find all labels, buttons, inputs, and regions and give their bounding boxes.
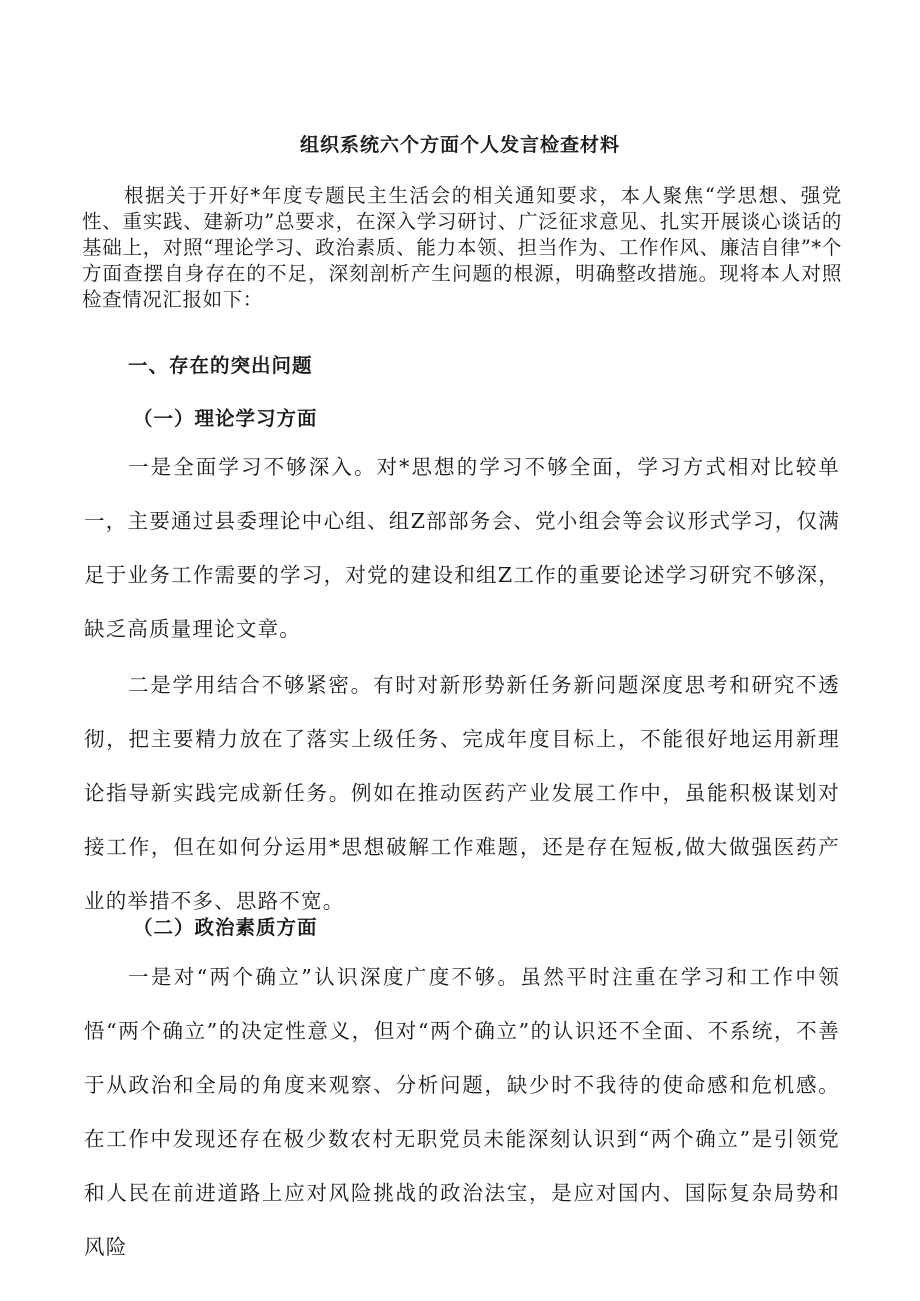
subsection-heading-theory-study: （一）理论学习方面: [133, 407, 318, 430]
section-heading-problems: 一、存在的突出问题: [128, 354, 313, 377]
document-title: 组织系统六个方面个人发言检查材料: [299, 134, 620, 156]
paragraph-political-1: 一是对“两个确立”认识深度广度不够。虽然平时注重在学习和工作中领悟“两个确立”的决定性意义，但对“两个确立”的认识还不全面、不系统，不善于从政治和全局的角度来观察、分析问题，缺少时不我待的使命感和危机感。在工作中发现还存在极少数农村无职党员未能深刻认识到“两个确立”是引领党和人民在前进道路上应对风险挑战的政治法宝，是应对国内、国际复杂局势和风险: [84, 965, 840, 1259]
intro-paragraph: 根据关于开好*年度专题民主生活会的相关通知要求，本人聚焦“学思想、强党性、重实践、建新功”总要求，在深入学习研讨、广泛征求意见、扎实开展谈心谈话的基础上，对照“理论学习、政治素质、能力本领、担当作为、工作作风、廉洁自律”*个方面查摆自身存在的不足，深刻剖析产生问题的根源，明确整改措施。现将本人对照检查情况汇报如下：: [82, 184, 842, 311]
subsection-heading-political-quality: （二）政治素质方面: [133, 916, 318, 939]
paragraph-theory-1: 一是全面学习不够深入。对*思想的学习不够全面，学习方式相对比较单一，主要通过县委理论中心组、组Z部部务会、党小组会等会议形式学习，仅满足于业务工作需要的学习，对党的建设和组Z工作的重要论述学习研究不够深，缺乏高质量理论文章。: [84, 455, 840, 641]
paragraph-theory-2: 二是学用结合不够紧密。有时对新形势新任务新问题深度思考和研究不透彻，把主要精力放在了落实上级任务、完成年度目标上，不能很好地运用新理论指导新实践完成新任务。例如在推动医药产业发展工作中，虽能积极谋划对接工作，但在如何分运用*思想破解工作难题，还是存在短板,做大做强医药产业的举措不多、思路不宽。: [84, 673, 840, 913]
